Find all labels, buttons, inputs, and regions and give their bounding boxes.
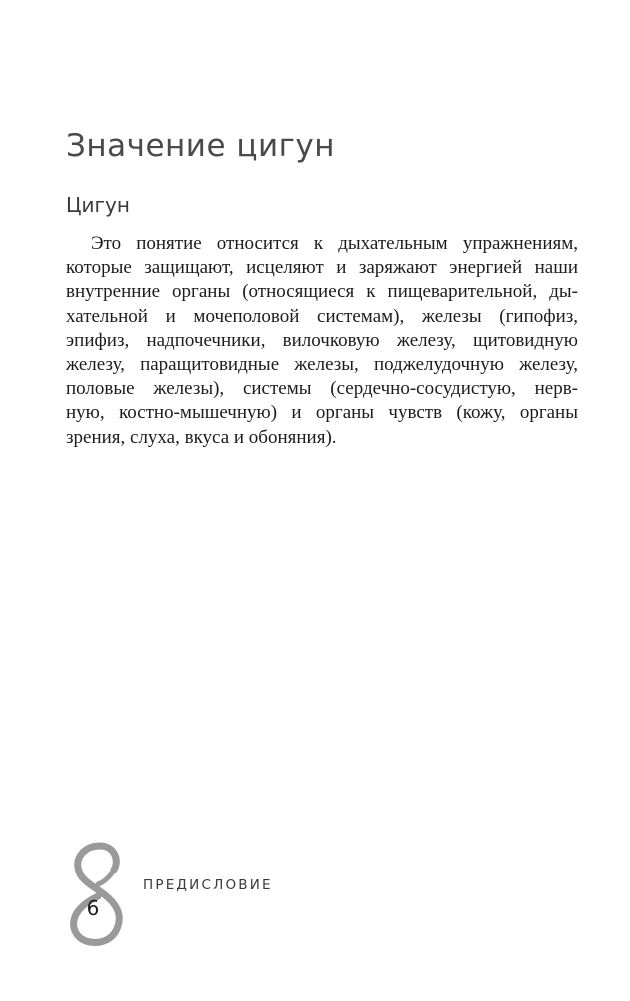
paragraph-line: внутренние органы (относящиеся к пищеварительной, ды- [66, 281, 578, 303]
page-number: 6 [86, 896, 100, 920]
section-heading: Цигун [66, 193, 130, 217]
body-paragraph [66, 232, 578, 450]
paragraph-line: половые железы), системы (сердечно-сосудистую, нерв- [66, 378, 578, 400]
paragraph-line: ную, костно-мышечную) и органы чувств (кожу, органы [66, 402, 578, 424]
paragraph-line: эпифиз, надпочечники, вилочковую железу, щитовидную [66, 329, 578, 351]
page-footer [0, 840, 630, 950]
paragraph-line: зрения, слуха, вкуса и обоняния). [66, 426, 337, 448]
paragraph-line: которые защищают, исцеляют и заряжают энергией наши [66, 257, 578, 279]
paragraph-line: железу, паращитовидные железы, поджелудочную железу, [66, 354, 578, 376]
chapter-title: Значение цигун [66, 128, 336, 164]
running-head: ПРЕДИСЛОВИЕ [143, 877, 273, 893]
paragraph-line: хательной и мочеполовой системам), железы (гипофиз, [66, 305, 578, 327]
paragraph-line: Это понятие относится к дыхательным упражнениям, [91, 233, 578, 254]
swirl-ornament-icon [66, 840, 138, 948]
